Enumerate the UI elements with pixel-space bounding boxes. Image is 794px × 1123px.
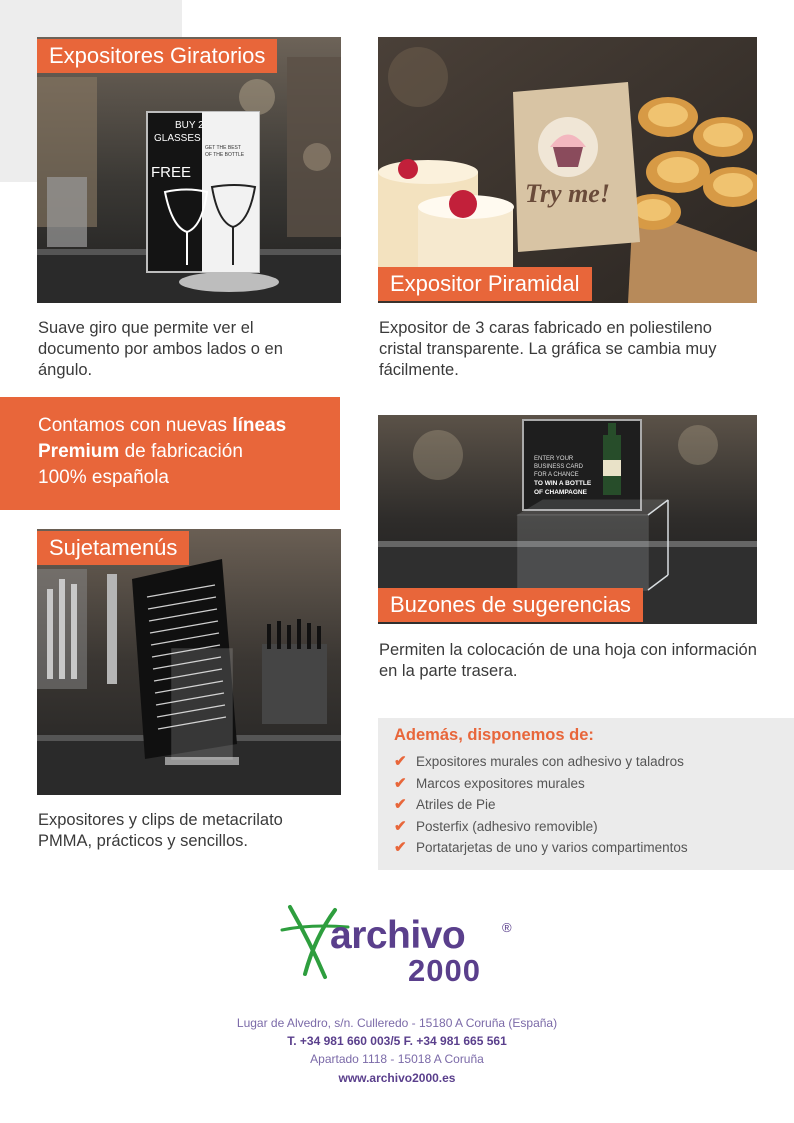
extras-box [378, 718, 794, 870]
piramidal-title: Expositor Piramidal [378, 267, 592, 301]
list-item [394, 837, 794, 859]
footer-po-box: Apartado 1118 - 15018 A Coruña [310, 1052, 484, 1066]
check-icon: ✔ [394, 774, 407, 792]
list-item [394, 751, 794, 773]
premium-bold-lineas: líneas [232, 415, 287, 436]
premium-text-part1: Contamos con nuevas [38, 415, 233, 436]
list-item [394, 773, 794, 795]
free-text: FREE [151, 164, 192, 181]
piramidal-photo [378, 37, 757, 303]
card-text: BUSINESS CARD [534, 464, 584, 470]
extras-list [394, 751, 794, 859]
piramidal-description: Expositor de 3 caras fabricado en poliestileno cristal transparente. La gráfica se cambia muy fácilmente. [379, 319, 717, 379]
try-me-text: Try me! [525, 179, 610, 208]
sujetamenus-photo [37, 529, 341, 795]
check-icon: ✔ [394, 817, 407, 835]
best-text: GET THE BEST [205, 145, 241, 151]
premium-text-part2: de fabricación [119, 441, 243, 462]
list-item-label: Atriles de Pie [416, 797, 496, 812]
extras-title: Además, disponemos de: [394, 726, 594, 744]
champagne-text: OF CHAMPAGNE [534, 489, 587, 496]
buzones-description: Permiten la colocación de una hoja con información en la parte trasera. [379, 641, 757, 680]
enter-text: ENTER YOUR [534, 456, 574, 462]
premium-bold-premium: Premium [38, 441, 120, 462]
archivo-2000-logo [280, 902, 520, 992]
footer-website[interactable]: www.archivo2000.es [338, 1071, 456, 1085]
giratorios-photo [37, 37, 341, 303]
list-item [394, 816, 794, 838]
premium-banner [0, 397, 340, 510]
check-icon: ✔ [394, 753, 407, 770]
registered-mark: ® [502, 920, 512, 935]
glasses-text: GLASSES [154, 133, 201, 144]
premium-text-line3: 100% española [38, 467, 169, 488]
bottle-text: OF THE BOTTLE [205, 152, 245, 158]
win-text: TO WIN A BOTTLE [534, 480, 592, 487]
buzones-title: Buzones de sugerencias [378, 588, 643, 622]
sujetamenus-title: Sujetamenús [37, 531, 189, 565]
list-item-label: Expositores murales con adhesivo y taladros [416, 754, 684, 769]
footer-phones: T. +34 981 660 003/5 F. +34 981 665 561 [287, 1034, 507, 1048]
list-item-label: Posterfix (adhesivo removible) [416, 818, 598, 834]
sujetamenus-description: Expositores y clips de metacrilato PMMA, prácticos y sencillos. [38, 811, 283, 850]
check-icon: ✔ [394, 839, 407, 856]
check-icon: ✔ [394, 796, 407, 813]
logo-word: archivo [330, 914, 466, 957]
logo-number: 2000 [408, 953, 481, 988]
list-item-label: Portatarjetas de uno y varios compartimentos [416, 840, 688, 855]
giratorios-title: Expositores Giratorios [37, 39, 277, 73]
buy2-text: BUY 2 [175, 120, 204, 131]
list-item-label: Marcos expositores murales [416, 775, 585, 791]
giratorios-description: Suave giro que permite ver el documento por ambos lados o en ángulo. [38, 319, 283, 379]
list-item [394, 794, 794, 816]
chance-text: FOR A CHANCE [534, 472, 579, 478]
footer-address: Lugar de Alvedro, s/n. Culleredo - 15180 A Coruña (España) [236, 1016, 558, 1030]
